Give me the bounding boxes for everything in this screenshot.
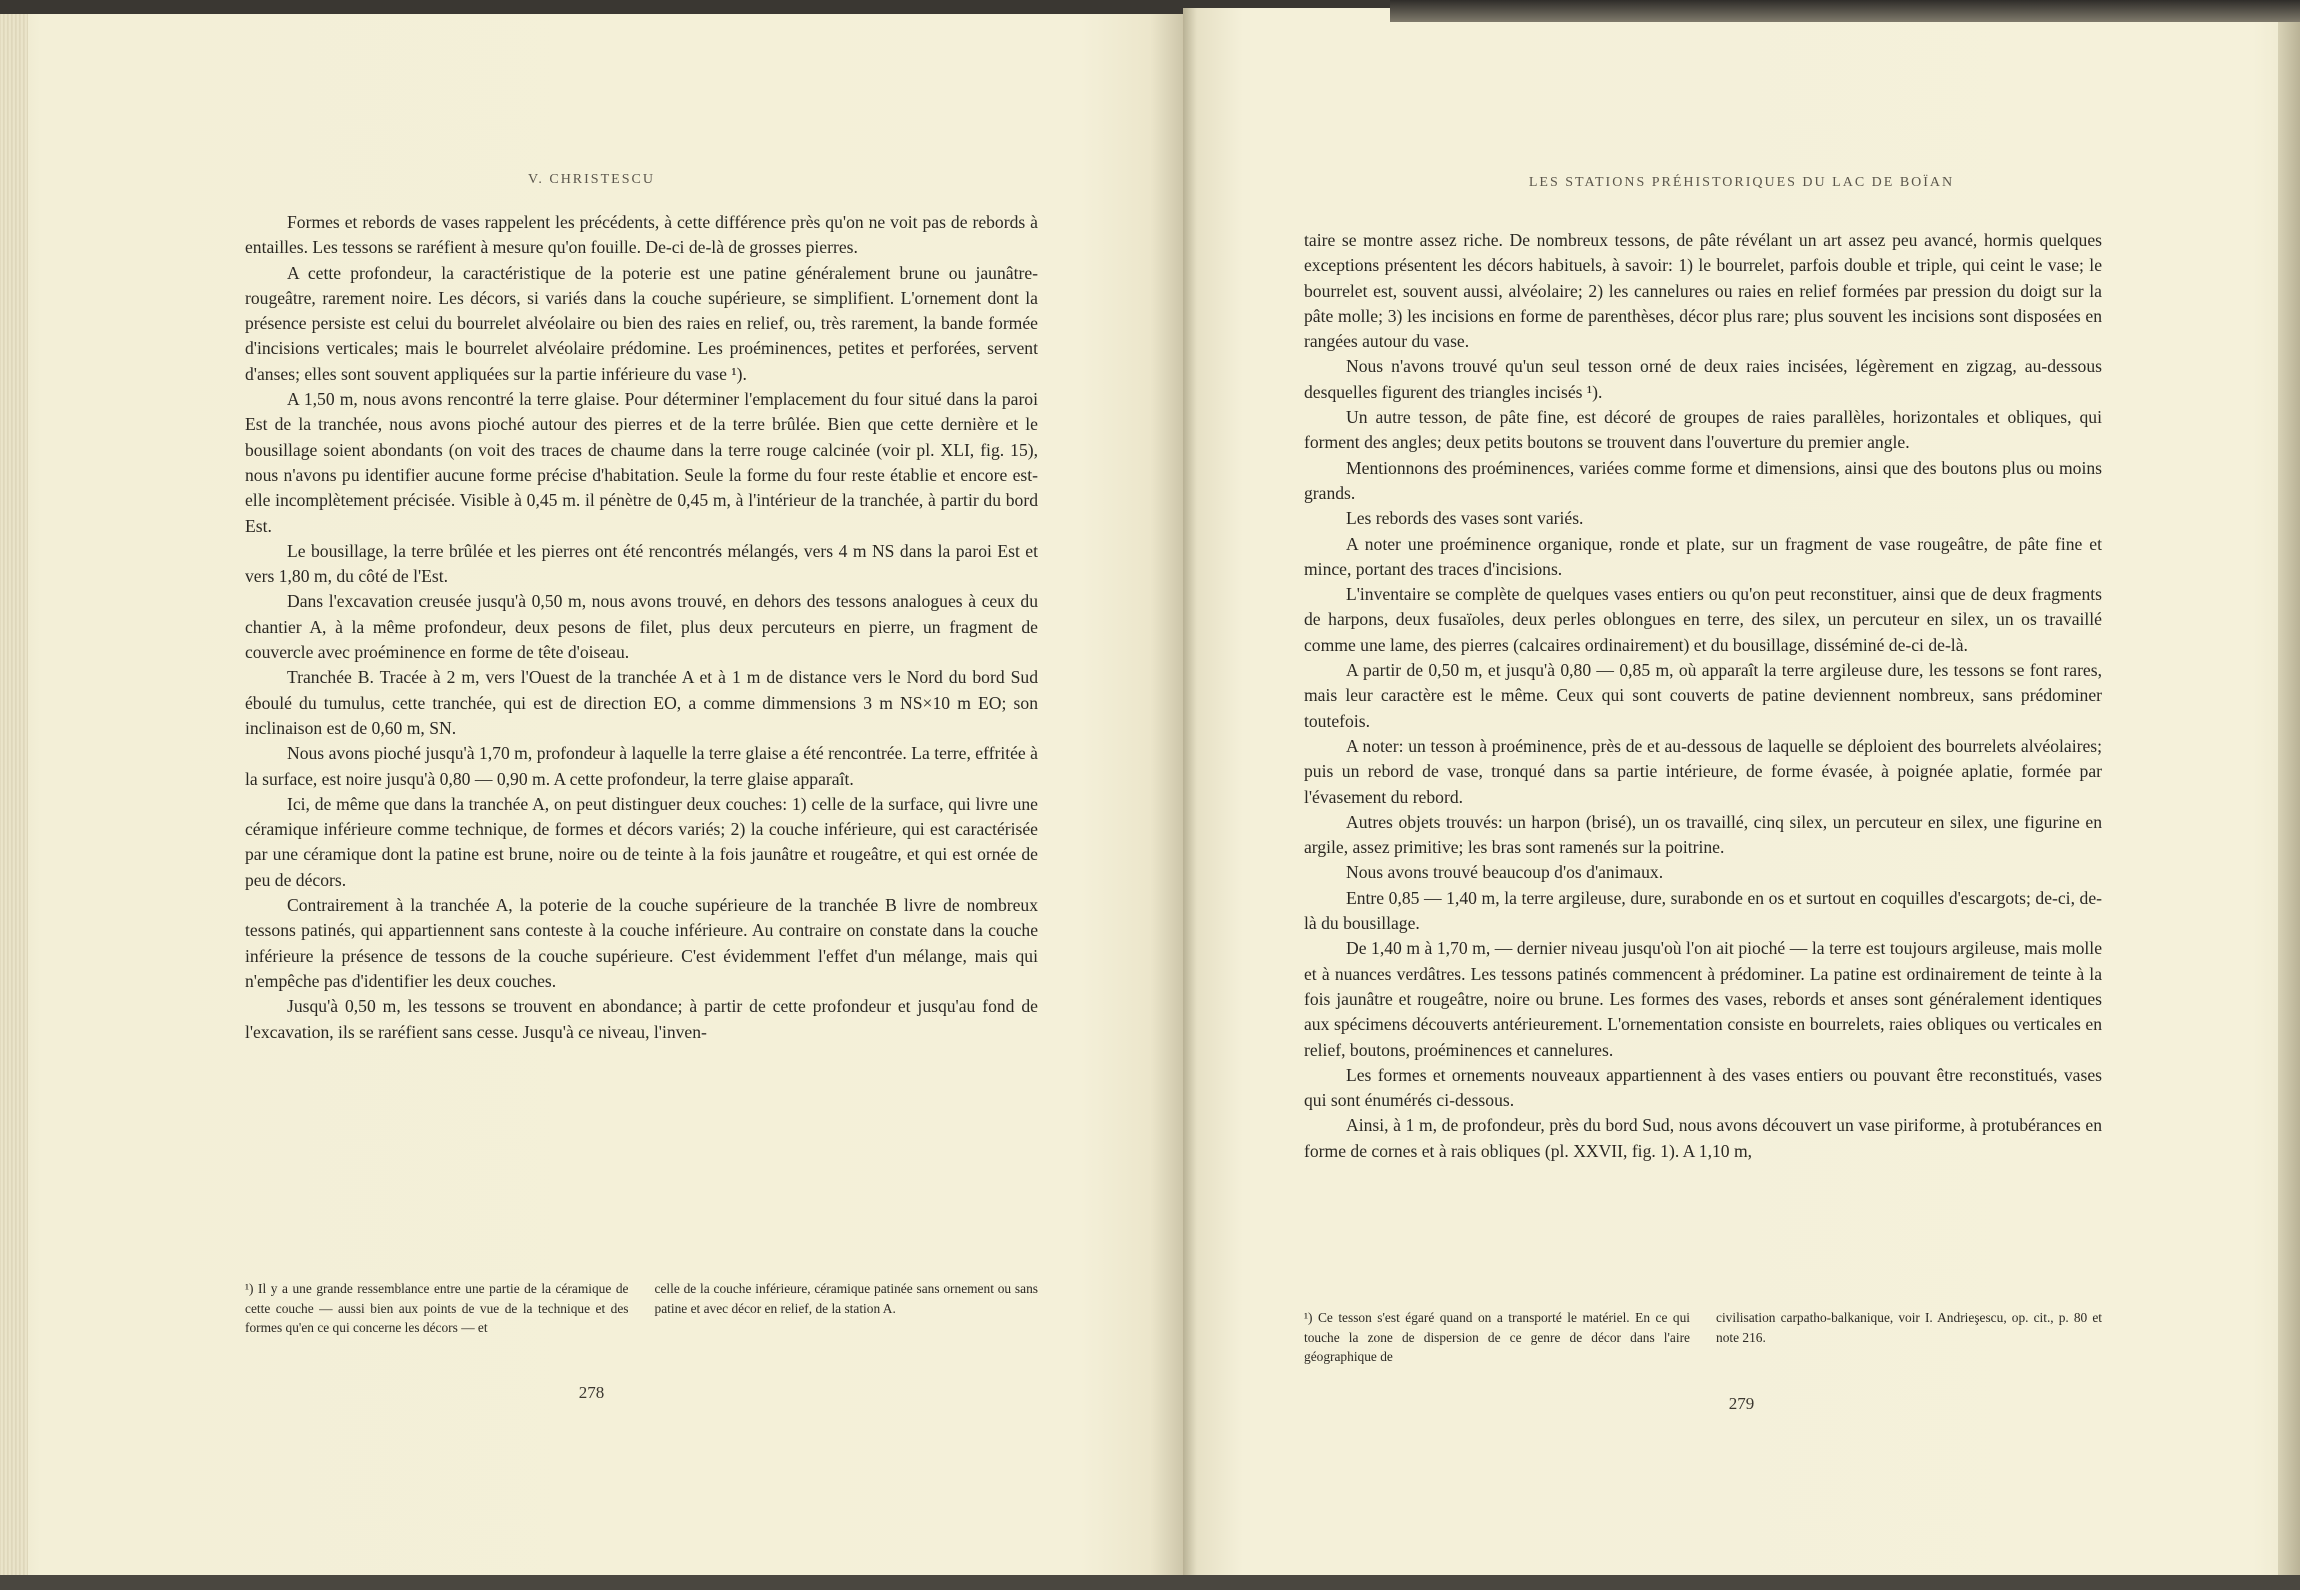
page-edges — [0, 14, 28, 1586]
footnotes-left — [245, 1279, 1038, 1338]
paragraph: A noter: un tesson à proéminence, près de et au-dessous de laquelle se déploient des bourrelets alvéolaires; puis un rebord de vase, tronqué dans sa partie intérieure, de forme évasée, à poignée aplatie, formée par l'évasement du rebord. — [1304, 735, 2102, 807]
paragraph: L'inventaire se complète de quelques vases entiers ou qu'on peut reconstituer, ainsi que de deux fragments de harpons, deux fusaïoles, deux perles oblongues en terre, des silex, un percuteur en silex, un os travaillé comme une lame, des pierres (calcaires ordinairement) et du bousillage, disséminé de-ci de-là. — [1304, 584, 2102, 655]
paragraph: Jusqu'à 0,50 m, les tessons se trouvent en abondance; à partir de cette profondeur et jusqu'au fond de l'excavation, ils se raréfient sans cesse. Jusqu'à ce niveau, l'inven- — [245, 996, 1038, 1042]
paragraph: taire se montre assez riche. De nombreux tessons, de pâte révélant un art assez peu avancé, hormis quelques exceptions présentent les décors habituels, à savoir: 1) le bourrelet, parfois double et triple, qui ceint le vase; le bourrelet est, souvent aussi, alvéolaire; 2) les cannelures ou raies en relief formées par pression du doigt sur la pâte molle; 3) les incisions en forme de parenthèses, décor plus rare; plus souvent les incisions sont disposées en rangées autour du vase. — [1304, 230, 2102, 352]
paragraph: A cette profondeur, la caractéristique de la poterie est une patine généralement brune ou jaunâtre-rougeâtre, rarement noire. Les décors, si variés dans la couche supérieure, se simplifient. L'ornement dont la présence persiste est celui du bourrelet alvéolaire ou bien des raies en relief, ou, très rarement, la bande formée d'incisions verticales; mais le bourrelet alvéolaire prédomine. Les proéminences, petites et perforées, servent d'anses; elles sont souvent appliquées sur la partie inférieure du vase ¹). — [245, 262, 1038, 384]
paragraph: Un autre tesson, de pâte fine, est décoré de groupes de raies parallèles, horizontales et obliques, qui forment des angles; deux petits boutons se trouvent dans l'ouverture du premier angle. — [1304, 407, 2102, 453]
paragraph: Ici, de même que dans la tranchée A, on peut distinguer deux couches: 1) celle de la surface, qui livre une céramique inférieure comme technique, de formes et décors variés; 2) la couche inférieure, qui est caractérisée par une céramique dont la patine est brune, noire ou de teinte à la fois jaunâtre et rougeâtre, et qui est ornée de peu de décors. — [245, 793, 1038, 890]
running-head-left: V. CHRISTESCU — [528, 172, 655, 187]
left-page — [0, 14, 1183, 1586]
paragraph: Les rebords des vases sont variés. — [1346, 508, 1584, 529]
footnotes-right — [1304, 1308, 2102, 1367]
paragraph: Nous avons pioché jusqu'à 1,70 m, profondeur à laquelle la terre glaise a été rencontrée. La terre, effritée à la surface, est noire jusqu'à 0,80 — 0,90 m. A cette profondeur, la terre glaise apparaît. — [245, 743, 1038, 789]
footnote-column: celle de la couche inférieure, céramique patinée sans ornement ou sans patine et avec décor en relief, de la station A. — [654, 1281, 1038, 1316]
running-head-right: LES STATIONS PRÉHISTORIQUES DU LAC DE BOÏAN — [1528, 175, 1955, 190]
page-number-right: 279 — [1728, 1394, 1755, 1413]
paragraph: Nous avons trouvé beaucoup d'os d'animaux. — [1346, 862, 1664, 883]
page-number-left: 278 — [578, 1383, 605, 1402]
paragraph: Contrairement à la tranchée A, la poterie de la couche supérieure de la tranchée B livre de nombreux tessons patinés, qui appartiennent sans conteste à la couche inférieure. Au contraire on constate dans la couche inférieure la présence de tessons de la couche supérieure. C'est évidemment l'effet d'un mélange, mais qui n'empêche pas d'identifier les deux couches. — [245, 895, 1038, 991]
paragraph: De 1,40 m à 1,70 m, — dernier niveau jusqu'où l'on ait pioché — la terre est toujours argileuse, mais molle et à nuances verdâtres. Les tessons patinés commencent à prédominer. La patine est ordinairement de teinte à la fois jaunâtre et rougeâtre, noire ou brune. Les formes des vases, rebords et anses sont généralement identiques aux spécimens découverts antérieurement. L'ornementation consiste en bourrelets, raies obliques ou verticales en relief, boutons, proéminences et cannelures. — [1304, 938, 2102, 1060]
paragraph: A partir de 0,50 m, et jusqu'à 0,80 — 0,85 m, où apparaît la terre argileuse dure, les tessons se font rares, mais leur caractère est le même. Ceux qui sont couverts de patine deviennent nombreux, sans prédominer toutefois. — [1304, 660, 2102, 731]
paragraph: Mentionnons des proéminences, variées comme forme et dimensions, ainsi que des boutons plus ou moins grands. — [1304, 457, 2102, 503]
footnote-column: ¹) Ce tesson s'est égaré quand on a transporté le matériel. En ce qui touche la zone de dispersion de ce genre de décor dans l'aire géographique de — [1304, 1310, 1690, 1364]
paragraph: Entre 0,85 — 1,40 m, la terre argileuse, dure, surabonde en os et surtout en coquilles d'escargots; de-ci, de-là du bousillage. — [1304, 887, 2102, 934]
paragraph: Ainsi, à 1 m, de profondeur, près du bord Sud, nous avons découvert un vase piriforme, à protubérances en forme de cornes et à rais obliques (pl. XXVII, fig. 1). A 1,10 m, — [1304, 1115, 2102, 1161]
paragraph: Formes et rebords de vases rappelent les précédents, à cette différence près qu'on ne voit pas de rebords à entailles. Les tessons se raréfient à mesure qu'on fouille. De-ci de-là de grosses pierres. — [245, 212, 1038, 258]
paragraph: Le bousillage, la terre brûlée et les pierres ont été rencontrés mélangés, vers 4 m NS dans la paroi Est et vers 1,80 m, du côté de l'Est. — [245, 540, 1038, 587]
paragraph: Dans l'excavation creusée jusqu'à 0,50 m, nous avons trouvé, en dehors des tessons analogues à ceux du chantier A, à la même profondeur, deux pesons de filet, plus deux percuteurs en pierre, un fragment de couvercle avec proéminence en forme de tête d'oiseau. — [245, 591, 1038, 663]
background-edge — [1390, 0, 2300, 22]
background-bottom — [0, 1575, 2300, 1590]
paragraph: Autres objets trouvés: un harpon (brisé), un os travaillé, cinq silex, un percuteur en silex, une figurine en argile, assez primitive; les bras sont ramenés sur la poitrine. — [1304, 811, 2102, 858]
body-text-left — [245, 210, 1038, 1045]
body-text-right — [1304, 228, 2102, 1164]
paragraph: A noter une proéminence organique, ronde et plate, sur un fragment de vase rougeâtre, de pâte fine et mince, portant des traces d'incisions. — [1304, 533, 2102, 579]
footnote-column: ¹) Il y a une grande ressemblance entre une partie de la céramique de cette couche — aussi bien aux points de vue de la technique et des formes qu'en ce qui concerne les décors — et — [245, 1281, 629, 1335]
footnote-column: civilisation carpatho-balkanique, voir I. Andrieşescu, op. cit., p. 80 et note 216. — [1716, 1310, 2102, 1345]
paragraph: Tranchée B. Tracée à 2 m, vers l'Ouest de la tranchée A et à 1 m de distance vers le Nord du bord Sud éboulé du tumulus, cette tranchée, qui est de direction EO, a comme dimmensions 3 m NS×10 m EO; son inclinaison est de 0,60 m, SN. — [245, 667, 1038, 738]
page-edge-right — [2278, 22, 2300, 1586]
right-page — [1183, 8, 2300, 1580]
paragraph: Les formes et ornements nouveaux appartiennent à des vases entiers ou pouvant être reconstitués, vases qui sont énumérés ci-dessous. — [1304, 1064, 2102, 1111]
paragraph: Nous n'avons trouvé qu'un seul tesson orné de deux raies incisées, légèrement en zigzag, au-dessous desquelles figurent des triangles incisés ¹). — [1304, 356, 2102, 402]
paragraph: A 1,50 m, nous avons rencontré la terre glaise. Pour déterminer l'emplacement du four situé dans la paroi Est de la tranchée, nous avons pioché autour des pierres et de la terre brûlée. Bien que cette dernière et le bousillage soient abondants (on voit des traces de chaume dans la terre rouge calcinée (voir pl. XLI, fig. 15), nous n'avons pu identifier aucune forme précise d'habitation. Seule la forme du four reste établie et encore est-elle incomplètement précisée. Visible à 0,45 m. il pénètre de 0,45 m, à l'intérieur de la tranchée, à partir du bord Est. — [245, 389, 1038, 536]
